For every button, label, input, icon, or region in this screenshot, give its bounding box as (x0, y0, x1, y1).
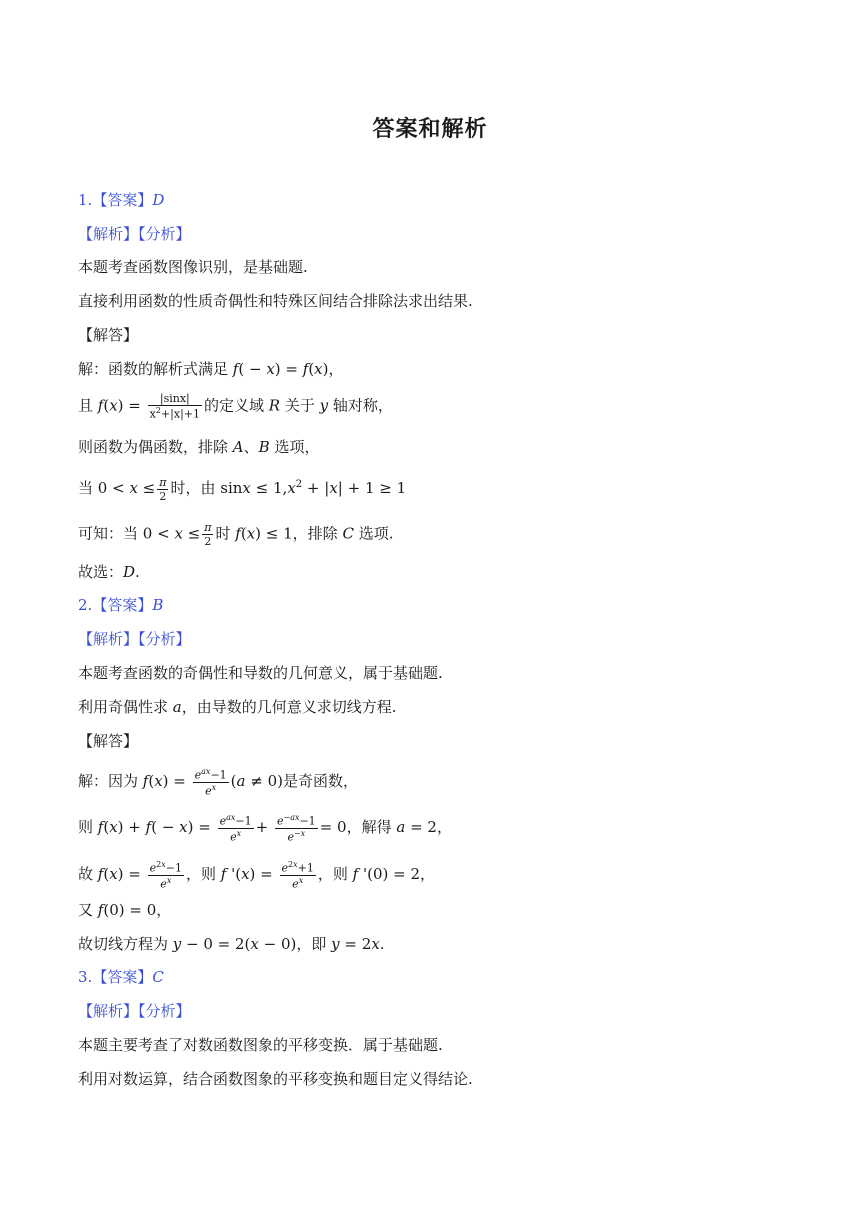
q1-solution-line-2: 且 f(x) = $\frac{|\sin x|}{x^2+|x|+1}$ 的定义域 R 关于 y 轴对称， (78, 392, 393, 421)
fraction: $\frac{e^{2x}-1}{e^x}$ (149, 860, 182, 891)
q3-answer-value: C (152, 968, 164, 986)
q2-solution-line-4: 又 f(0) = 0， (78, 901, 172, 919)
q2-answer-line (78, 595, 163, 615)
q2-answer-value: B (152, 596, 164, 614)
q1-solution-line-3: 则函数为偶函数，排除 A、B 选项， (78, 438, 320, 456)
page-title: 答案和解析 (372, 117, 488, 142)
q2-solution-line-1: 解：因为 f(x) = $\frac{e^{ax}-1}{e^x}$ (a ≠ 0)是奇函数， (78, 767, 358, 798)
q1-analysis-line-2: 直接利用函数的性质奇偶性和特殊区间结合排除法求出结果. (78, 292, 473, 310)
answer-label: 【答案】 (92, 968, 153, 986)
q1-number: 1. (78, 191, 93, 209)
fraction: $\frac{e^{-ax}-1}{e^{-x}}$ (276, 813, 316, 844)
fraction: $\frac{e^{ax}-1}{e^x}$ (194, 767, 227, 798)
q1-answer-line (78, 190, 164, 210)
q1-solution-line-4: 当 0 < x ≤ $\frac{\pi}{2}$ 时，由 $\sin x \le 1,x^2 + |x| + 1 \ge 1$ (78, 475, 407, 503)
q1-solution-line-1: 解：函数的解析式满足 f( − x) = f(x)， (78, 360, 344, 378)
answer-label: 【答案】 (92, 191, 153, 209)
fraction: $\frac{e^{2x}+1}{e^x}$ (281, 860, 314, 891)
q1-analysis-label: 【解析】【分析】 (78, 225, 191, 243)
fraction: $\frac{|\sin x|}{x^2+|x|+1}$ (149, 392, 201, 421)
q2-solution-label: 【解答】 (78, 732, 139, 750)
q1-analysis-line-1: 本题考查函数图像识别，是基础题. (78, 258, 308, 276)
q3-analysis-label: 【解析】【分析】 (78, 1002, 191, 1020)
q3-number: 3. (78, 968, 93, 986)
fraction: $\frac{\pi}{2}$ (204, 521, 212, 548)
q3-analysis-line-1: 本题主要考查了对数函数图象的平移变换．属于基础题. (78, 1036, 443, 1054)
q2-solution-line-2: 则 f(x) + f( − x) = $\frac{e^{ax}-1}{e^x}$ + $\frac{e^{-ax}-1}{e^{-x}}$ = 0，解得 a = 2， (78, 813, 452, 844)
q2-solution-line-5: 故切线方程为 y − 0 = 2(x − 0)，即 y = 2x. (78, 935, 385, 953)
q2-solution-line-3: 故 f(x) = $\frac{e^{2x}-1}{e^x}$ ，则 f '(x) = $\frac{e^{2x}+1}{e^x}$ ，则 f '(0) = 2， (78, 860, 436, 891)
q2-analysis-line-1: 本题考查函数的奇偶性和导数的几何意义，属于基础题. (78, 664, 443, 682)
q2-number: 2. (78, 596, 93, 614)
q1-solution-line-5: 可知：当 0 < x ≤ $\frac{\pi}{2}$ 时 f(x) ≤ 1，排除 C 选项. (78, 521, 394, 548)
q1-answer-value: D (152, 191, 165, 209)
fraction: $\frac{\pi}{2}$ (159, 475, 167, 503)
q1-solution-label: 【解答】 (78, 326, 139, 344)
answer-label: 【答案】 (92, 596, 153, 614)
q3-analysis-line-2: 利用对数运算，结合函数图象的平移变换和题目定义得结论. (78, 1070, 473, 1088)
q2-analysis-label: 【解析】【分析】 (78, 630, 191, 648)
fraction: $\frac{e^{ax}-1}{e^x}$ (219, 813, 252, 844)
q3-answer-line (78, 967, 164, 987)
q2-analysis-line-2: 利用奇偶性求 a，由导数的几何意义求切线方程. (78, 698, 397, 716)
q1-solution-line-6: 故选：D. (78, 563, 140, 581)
